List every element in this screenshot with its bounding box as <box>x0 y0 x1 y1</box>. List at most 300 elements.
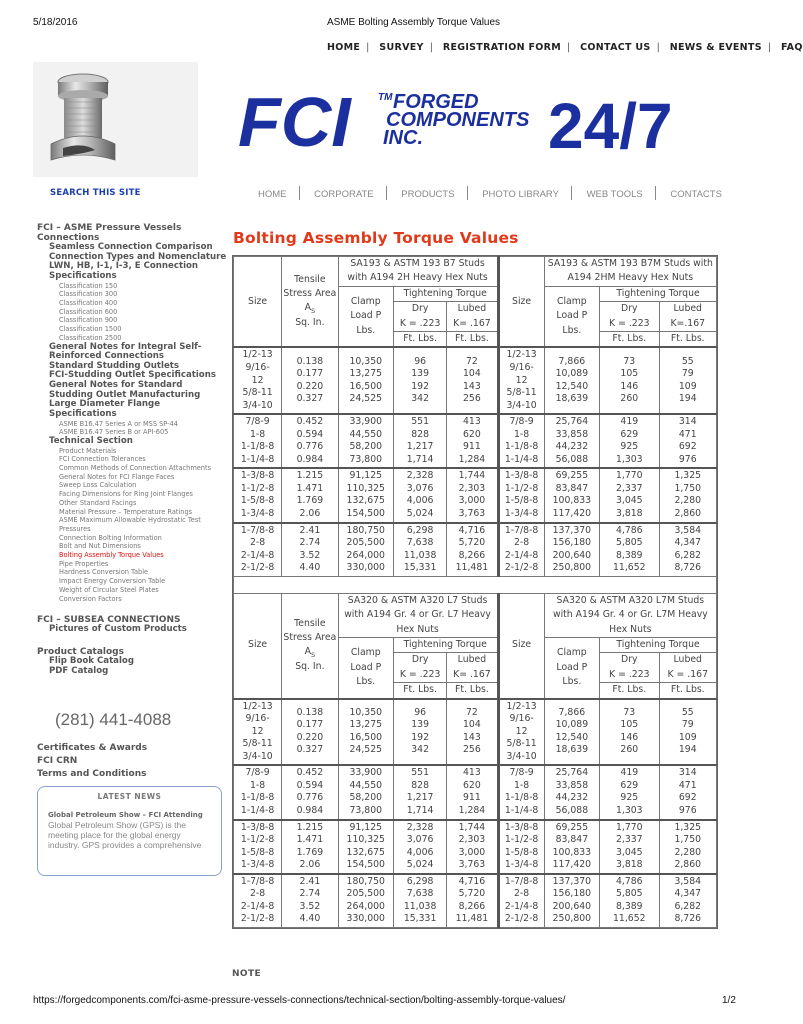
size-cell-line: 1-1/4-8 <box>240 453 275 465</box>
size-cell-line: 5/8-11 <box>506 738 537 750</box>
table-row <box>234 347 717 414</box>
size-cell <box>234 699 282 766</box>
sidebar-catalogs-title[interactable]: Product Catalogs <box>37 646 124 657</box>
right-table-title: SA320 & ASTM A320 L7M Studs with A194 Gr. 4 or Gr. L7M Heavy Hex Nuts <box>544 593 716 637</box>
tensile-label: Tensile Stress Area A <box>283 617 337 658</box>
lubed-cell-line: 109 <box>678 380 697 392</box>
sidebar-item[interactable]: Classification 600 <box>59 307 118 316</box>
size-cell-line: 1-3/8-8 <box>504 470 539 482</box>
size-cell-line: 1-7/8-8 <box>504 524 539 536</box>
fci-logo <box>238 83 678 162</box>
sidebar-item[interactable]: Large Diameter Flange Specifications <box>49 399 161 419</box>
size-cell <box>234 765 282 819</box>
size-cell-line: 2-1/4-8 <box>504 900 539 912</box>
lubed-cell-line: 5,720 <box>458 888 486 900</box>
sidebar-item[interactable]: Sweep Loss Calculation <box>59 481 137 490</box>
lubed-cell-line: 5,720 <box>458 537 486 549</box>
clamp-cell-line: 7,866 <box>558 355 586 367</box>
size-cell <box>234 874 282 928</box>
dry-cell-line: 3,818 <box>615 508 643 519</box>
clamp-cell <box>544 820 599 874</box>
sidebar-item[interactable]: Classification 150 <box>59 281 118 290</box>
sidebar-link-crn[interactable]: FCI CRN <box>37 756 78 767</box>
dry-cell <box>600 820 659 874</box>
dry-cell-line: 139 <box>411 719 429 731</box>
tensile-cell-line: 0.984 <box>296 453 324 465</box>
dry-cell-line: 5,805 <box>615 537 643 549</box>
tensile-cell-line: 1.769 <box>296 495 324 507</box>
clamp-cell-line: 264,000 <box>346 549 385 561</box>
size-cell-line: 2-8 <box>250 537 266 549</box>
size-cell-line: 5/8-11 <box>242 738 273 750</box>
size-cell <box>498 468 544 522</box>
dry-cell-line: 1,303 <box>615 453 643 465</box>
left-table-title: SA320 & ASTM A320 L7 Studs with A194 Gr. 4 or Gr. L7 Heavy Hex Nuts <box>338 593 498 637</box>
top-nav-survey[interactable]: SURVEY <box>379 42 424 53</box>
lubed-cell-line: 692 <box>678 792 697 804</box>
dry-cell <box>393 699 446 766</box>
clamp-cell <box>338 820 393 874</box>
sidebar-item[interactable]: Classification 1500 <box>59 325 122 334</box>
tensile-cell-line: 1.215 <box>296 821 324 833</box>
logo-fci-text: FCI <box>238 83 351 161</box>
top-nav-faq[interactable]: FAQ <box>780 42 803 53</box>
clamp-cell <box>544 874 599 928</box>
dry-cell-line: 146 <box>620 380 639 392</box>
lubed-cell <box>447 414 498 468</box>
clamp-cell-line: 117,420 <box>552 508 592 519</box>
tensile-unit: Sq. In. <box>295 661 325 673</box>
lubed-cell <box>659 765 716 819</box>
size-cell-line: 1/2-13 <box>506 349 537 361</box>
table-row <box>234 765 717 819</box>
lubed-cell-line: 1,750 <box>674 482 702 494</box>
clamp-cell-line: 56,088 <box>555 804 589 816</box>
sidebar-item-pdf-catalog[interactable]: PDF Catalog <box>49 665 109 676</box>
top-nav-news[interactable]: NEWS & EVENTS <box>669 42 762 53</box>
dry-cell-line: 1,303 <box>615 804 643 816</box>
dry-cell <box>393 468 446 522</box>
lubed-cell <box>447 523 498 577</box>
lubed-cell-line: 79 <box>681 719 694 731</box>
lubed-cell-line: 11,481 <box>455 913 489 925</box>
lubed-cell-line: 194 <box>678 744 697 756</box>
lubed-cell-line: 413 <box>463 416 481 428</box>
left-table-title: SA193 & ASTM 193 B7 Studs with A194 2H Heavy Hex Nuts <box>338 257 498 287</box>
lubed-header-line: K= .167 <box>453 317 491 329</box>
size-cell-line: 1-3/8-8 <box>240 821 275 833</box>
tensile-subscript: S <box>311 651 316 660</box>
lubed-cell-line: 911 <box>463 792 481 804</box>
unit-header: Ft. Lbs. <box>600 332 659 348</box>
lubed-cell-line: 11,481 <box>455 562 489 574</box>
dry-cell <box>393 523 446 577</box>
dry-cell-line: 1,217 <box>406 792 434 804</box>
clamp-cell-line: 180,750 <box>346 524 385 536</box>
sidebar-item[interactable]: Bolting Assembly Torque Values <box>59 551 164 560</box>
tensile-cell <box>282 468 338 522</box>
search-label[interactable]: SEARCH THIS SITE <box>50 188 141 198</box>
clamp-cell-line: 44,550 <box>349 779 383 791</box>
lubed-header-line: Lubed <box>673 303 702 315</box>
size-cell-line: 7/8-9 <box>245 767 270 779</box>
note-label: NOTE <box>232 969 262 979</box>
tensile-cell-line: 3.52 <box>299 549 321 561</box>
sidebar-item[interactable]: ASME B16.47 Series A or MSS SP-44 <box>59 419 178 428</box>
clamp-cell-line: 56,088 <box>555 453 589 465</box>
dry-cell-line: 192 <box>411 380 429 392</box>
size-cell-line: 9/16- <box>509 713 534 725</box>
lubed-cell-line: 2,303 <box>458 834 486 846</box>
lubed-cell <box>447 468 498 522</box>
table-row <box>234 523 717 577</box>
lubed-cell-line: 8,266 <box>458 900 486 912</box>
dry-cell-line: 5,805 <box>615 888 643 900</box>
clamp-cell-line: 154,500 <box>346 859 385 871</box>
main-nav-corporate[interactable]: CORPORATE <box>314 189 374 200</box>
valve-image <box>33 62 198 177</box>
dry-header-line: K = .223 <box>609 668 650 680</box>
sidebar-item[interactable]: Conversion Factors <box>59 594 122 603</box>
size-cell-line: 1-1/4-8 <box>240 804 275 816</box>
sidebar-item[interactable]: Common Methods of Connection Attachments <box>59 464 212 473</box>
clamp-cell-line: 83,847 <box>555 834 589 846</box>
clamp-cell <box>338 699 393 766</box>
tensile-cell-line: 4.40 <box>299 913 321 925</box>
tensile-cell-line: 0.452 <box>296 416 324 428</box>
lubed-cell <box>659 468 716 522</box>
dry-cell <box>393 414 446 468</box>
tensile-cell-line: 1.471 <box>296 834 324 846</box>
clamp-cell-line: 25,764 <box>555 767 589 779</box>
lubed-cell-line: 72 <box>465 706 478 718</box>
clamp-cell <box>544 414 599 468</box>
main-nav-web-tools[interactable]: WEB TOOLS <box>586 189 643 200</box>
sidebar-item[interactable]: General Notes for FCI Flange Faces <box>59 472 175 481</box>
lubed-header-line: K=.167 <box>670 317 706 329</box>
size-cell-line: 1-3/4-8 <box>240 859 275 871</box>
tensile-cell-line: 2.41 <box>299 524 321 536</box>
lubed-cell-line: 1,325 <box>674 470 702 482</box>
size-cell <box>498 699 544 766</box>
dry-cell-line: 1,217 <box>406 441 434 453</box>
unit-header: Ft. Lbs. <box>659 683 716 699</box>
tensile-cell-line: 0.177 <box>296 368 324 380</box>
sidebar-section-title[interactable]: FCI – ASME Pressure Vessels Connections <box>37 223 182 244</box>
tensile-cell-line: 2.74 <box>299 888 321 900</box>
main-nav-home[interactable]: HOME <box>258 189 287 200</box>
sidebar-item[interactable]: FCI-Studding Outlet Specifications <box>49 370 216 381</box>
print-title: ASME Bolting Assembly Torque Values <box>327 17 501 28</box>
size-cell <box>498 765 544 819</box>
lubed-cell-line: 2,860 <box>674 508 702 519</box>
dry-header <box>393 302 446 332</box>
lubed-header-line: Lubed <box>457 654 487 666</box>
tensile-cell <box>282 874 338 928</box>
sidebar-link-terms[interactable]: Terms and Conditions <box>37 769 147 780</box>
size-cell-line: 3/4-10 <box>242 399 273 411</box>
sidebar-item[interactable]: Weight of Circular Steel Plates <box>59 585 159 594</box>
lubed-cell <box>659 347 716 414</box>
sidebar-item[interactable]: Standard Studding Outlets <box>49 360 180 371</box>
clamp-header: Clamp Load P Lbs. <box>338 637 393 698</box>
size-cell-line: 1-5/8-8 <box>240 846 275 858</box>
dry-cell <box>600 523 659 577</box>
logo-tm: TM <box>378 92 393 103</box>
dry-cell-line: 4,786 <box>615 875 643 887</box>
dry-cell-line: 1,770 <box>615 470 643 482</box>
lubed-cell-line: 8,726 <box>674 913 702 925</box>
tensile-cell-line: 0.776 <box>296 792 324 804</box>
sidebar-item[interactable]: Product Materials <box>59 446 117 455</box>
clamp-cell-line: 10,350 <box>349 355 383 367</box>
lubed-cell-line: 104 <box>463 719 481 731</box>
sidebar-item[interactable]: Technical Section <box>49 435 133 446</box>
clamp-cell-line: 33,858 <box>555 779 589 791</box>
torque-table-b7 <box>233 256 717 577</box>
tensile-cell-line: 0.177 <box>296 719 324 731</box>
dry-header-line: Dry <box>411 654 429 666</box>
size-cell <box>234 820 282 874</box>
unit-header: Ft. Lbs. <box>393 683 446 699</box>
main-nav <box>258 186 722 200</box>
sidebar-item[interactable]: Classification 300 <box>59 290 118 299</box>
dry-cell-line: 192 <box>411 731 429 743</box>
lubed-cell <box>447 820 498 874</box>
dry-cell-line: 2,328 <box>406 821 434 833</box>
top-nav-home[interactable]: HOME <box>327 42 361 53</box>
sidebar-item[interactable]: FCI Connection Tolerances <box>59 455 146 464</box>
lubed-cell-line: 3,000 <box>458 846 486 858</box>
sidebar-item[interactable]: Connection Types and Nomenclature <box>49 251 227 262</box>
size-cell-line: 9/16- <box>245 361 270 373</box>
unit-header: Ft. Lbs. <box>659 332 716 348</box>
sidebar-item[interactable]: Facing Dimensions for Ring Joint Flanges <box>59 490 193 499</box>
size-cell-line: 2-1/4-8 <box>240 900 275 912</box>
dry-cell-line: 260 <box>620 393 639 405</box>
dry-cell-line: 3,076 <box>406 834 434 846</box>
news-headline[interactable]: Global Petroleum Show – FCI Attending <box>48 810 203 819</box>
main-nav-contacts[interactable]: CONTACTS <box>670 189 722 200</box>
main-nav-products[interactable]: PRODUCTS <box>401 189 455 200</box>
lubed-cell <box>659 414 716 468</box>
dry-header-line: Dry <box>621 654 638 666</box>
torque-tables <box>232 255 718 929</box>
lubed-header <box>447 302 498 332</box>
size-cell-line: 2-8 <box>514 537 530 549</box>
sidebar-item[interactable]: Impact Energy Conversion Table <box>59 577 166 586</box>
sidebar-item[interactable]: Classification 400 <box>59 299 118 308</box>
tensile-header <box>282 593 338 698</box>
size-header: Size <box>234 593 282 698</box>
tensile-cell <box>282 523 338 577</box>
size-cell-line: 1-5/8-8 <box>240 495 275 507</box>
dry-cell-line: 105 <box>620 368 639 380</box>
size-cell <box>498 820 544 874</box>
lubed-header-line: K = .167 <box>667 668 708 680</box>
sidebar-item[interactable]: General Notes for Integral Self-Reinforced Connections <box>49 341 202 362</box>
dry-cell-line: 1,714 <box>406 804 434 816</box>
dry-cell-line: 4,006 <box>406 846 434 858</box>
dry-cell-line: 4,786 <box>615 524 643 536</box>
dry-cell <box>393 820 446 874</box>
size-cell-line: 1-7/8-8 <box>240 875 275 887</box>
dry-cell-line: 146 <box>620 731 639 743</box>
size-cell-line: 12 <box>251 725 264 737</box>
size-cell <box>234 523 282 577</box>
size-cell-line: 1-3/4-8 <box>504 508 539 519</box>
sidebar-item[interactable]: Hardness Conversion Table <box>59 568 149 577</box>
tensile-cell <box>282 699 338 766</box>
clamp-cell-line: 73,800 <box>349 453 383 465</box>
lubed-cell-line: 1,744 <box>458 821 486 833</box>
clamp-cell-line: 33,900 <box>349 416 383 428</box>
clamp-cell-line: 13,275 <box>349 719 383 731</box>
clamp-cell-line: 16,500 <box>349 731 383 743</box>
clamp-cell-line: 180,750 <box>346 875 385 887</box>
size-cell-line: 2-8 <box>250 888 266 900</box>
sidebar-item[interactable]: Other Standard Facings <box>59 498 137 507</box>
sidebar-item[interactable]: Material Pressure – Temperature Ratings <box>59 507 193 516</box>
size-cell-line: 5/8-11 <box>506 387 537 399</box>
table-row <box>234 414 717 468</box>
sidebar-link-certificates[interactable]: Certificates & Awards <box>37 743 148 754</box>
lubed-cell-line: 3,763 <box>458 508 486 519</box>
sidebar-item-custom-products[interactable]: Pictures of Custom Products <box>49 624 187 635</box>
sidebar-subsea-title[interactable]: FCI – SUBSEA CONNECTIONS <box>37 615 181 626</box>
sidebar-item-flip-book[interactable]: Flip Book Catalog <box>49 656 134 667</box>
dry-cell-line: 8,389 <box>615 549 643 561</box>
dry-header-line: Dry <box>411 303 429 315</box>
clamp-cell <box>338 523 393 577</box>
dry-cell-line: 828 <box>411 779 429 791</box>
news-title: LATEST NEWS <box>97 791 162 801</box>
top-nav-registration[interactable]: REGISTRATION FORM <box>442 42 562 53</box>
clamp-cell-line: 330,000 <box>346 913 385 925</box>
lubed-cell-line: 620 <box>463 779 481 791</box>
clamp-cell-line: 117,420 <box>552 859 592 871</box>
size-cell-line: 1-8 <box>514 779 530 791</box>
table-row <box>234 699 717 766</box>
lubed-header-line: K= .167 <box>453 668 491 680</box>
dry-header <box>600 302 659 332</box>
dry-cell <box>600 699 659 766</box>
lubed-cell-line: 2,860 <box>674 859 702 871</box>
size-cell-line: 1-8 <box>514 428 530 440</box>
lubed-cell <box>447 765 498 819</box>
sidebar-item[interactable]: Pipe Properties <box>59 559 109 568</box>
size-cell-line: 12 <box>515 725 528 737</box>
clamp-cell-line: 330,000 <box>346 562 385 574</box>
clamp-cell <box>544 699 599 766</box>
logo-tagline: 24/7 <box>548 90 673 162</box>
lubed-cell-line: 471 <box>678 428 697 440</box>
tensile-cell-line: 2.06 <box>299 859 321 871</box>
top-nav-contact[interactable]: CONTACT US <box>580 42 651 53</box>
size-cell-line: 1-8 <box>250 428 266 440</box>
sidebar-item[interactable]: General Notes for Standard Studding Outlet Manufacturing <box>49 380 201 400</box>
lubed-cell-line: 2,280 <box>674 846 702 858</box>
lubed-cell <box>447 874 498 928</box>
print-footer-url: https://forgedcomponents.com/fci-asme-pressure-vessels-connections/technical-section/bolting-assembly-torque-values/ <box>33 995 566 1006</box>
dry-cell-line: 828 <box>411 428 429 440</box>
clamp-cell <box>544 765 599 819</box>
size-header: Size <box>234 257 282 348</box>
dry-cell-line: 7,638 <box>406 888 434 900</box>
sidebar-item[interactable]: Classification 900 <box>59 316 118 325</box>
clamp-cell-line: 25,764 <box>555 416 589 428</box>
unit-header: Ft. Lbs. <box>600 683 659 699</box>
sidebar-item[interactable]: Classification 2500 <box>59 333 122 342</box>
tensile-subscript: S <box>311 307 316 316</box>
clamp-cell-line: 100,833 <box>552 495 592 507</box>
clamp-cell-line: 205,500 <box>346 888 385 900</box>
lubed-header <box>659 302 716 332</box>
size-cell <box>498 874 544 928</box>
dry-cell <box>600 874 659 928</box>
size-cell-line: 1-1/4-8 <box>504 453 539 465</box>
sidebar-item[interactable]: ASME Maximum Allowable Hydrostatic Test Pressures <box>59 516 201 533</box>
clamp-cell-line: 200,640 <box>552 900 592 912</box>
size-cell-line: 7/8-9 <box>509 416 534 428</box>
size-cell-line: 2-1/4-8 <box>240 549 275 561</box>
clamp-cell-line: 44,232 <box>555 441 589 453</box>
tensile-cell-line: 2.41 <box>299 875 321 887</box>
sidebar-item[interactable]: ASME B16.47 Series B or API-605 <box>59 428 169 437</box>
size-cell-line: 1-8 <box>250 779 266 791</box>
clamp-cell <box>338 468 393 522</box>
lubed-cell <box>659 523 716 577</box>
lubed-cell-line: 3,584 <box>674 875 702 887</box>
sidebar-item[interactable]: Seamless Connection Comparison <box>49 242 213 253</box>
clamp-cell-line: 91,125 <box>349 470 383 482</box>
sidebar-item[interactable]: Bolt and Nut Dimensions <box>59 542 141 551</box>
size-cell-line: 1-7/8-8 <box>504 875 539 887</box>
lubed-cell-line: 976 <box>678 453 697 465</box>
size-cell-line: 9/16- <box>245 713 270 725</box>
phone-number[interactable]: (281) 441-4088 <box>55 710 172 730</box>
size-cell-line: 1/2-13 <box>242 700 273 712</box>
lubed-cell-line: 6,282 <box>674 900 702 912</box>
dry-cell-line: 2,328 <box>406 470 434 482</box>
print-date: 5/18/2016 <box>33 17 78 28</box>
clamp-header: Clamp Load P Lbs. <box>544 637 599 698</box>
dry-cell <box>600 765 659 819</box>
dry-cell <box>393 874 446 928</box>
clamp-cell-line: 18,639 <box>555 744 589 756</box>
sidebar-item[interactable]: Connection Bolting Information <box>59 533 162 542</box>
dry-cell-line: 7,638 <box>406 537 434 549</box>
clamp-cell-line: 24,525 <box>349 744 383 756</box>
table-row <box>234 874 717 928</box>
unit-header: Ft. Lbs. <box>393 332 446 348</box>
dry-header-line: K = .223 <box>399 317 441 329</box>
size-cell-line: 2-1/2-8 <box>240 913 275 925</box>
size-cell-line: 9/16- <box>509 361 534 373</box>
size-cell-line: 1/2-13 <box>242 349 273 361</box>
main-nav-photo-library[interactable]: PHOTO LIBRARY <box>482 189 559 200</box>
sidebar-item[interactable]: LWN, HB, I-1, I-3, E Connection Specifications <box>49 261 199 282</box>
dry-cell-line: 8,389 <box>615 900 643 912</box>
dry-header-line: K = .223 <box>609 317 650 329</box>
size-cell-line: 1-3/8-8 <box>504 821 539 833</box>
size-header: Size <box>498 257 544 348</box>
tensile-cell-line: 4.40 <box>299 562 321 574</box>
lubed-cell-line: 55 <box>681 706 694 718</box>
table-row <box>234 820 717 874</box>
clamp-cell-line: 100,833 <box>552 846 592 858</box>
lubed-header <box>447 653 498 683</box>
